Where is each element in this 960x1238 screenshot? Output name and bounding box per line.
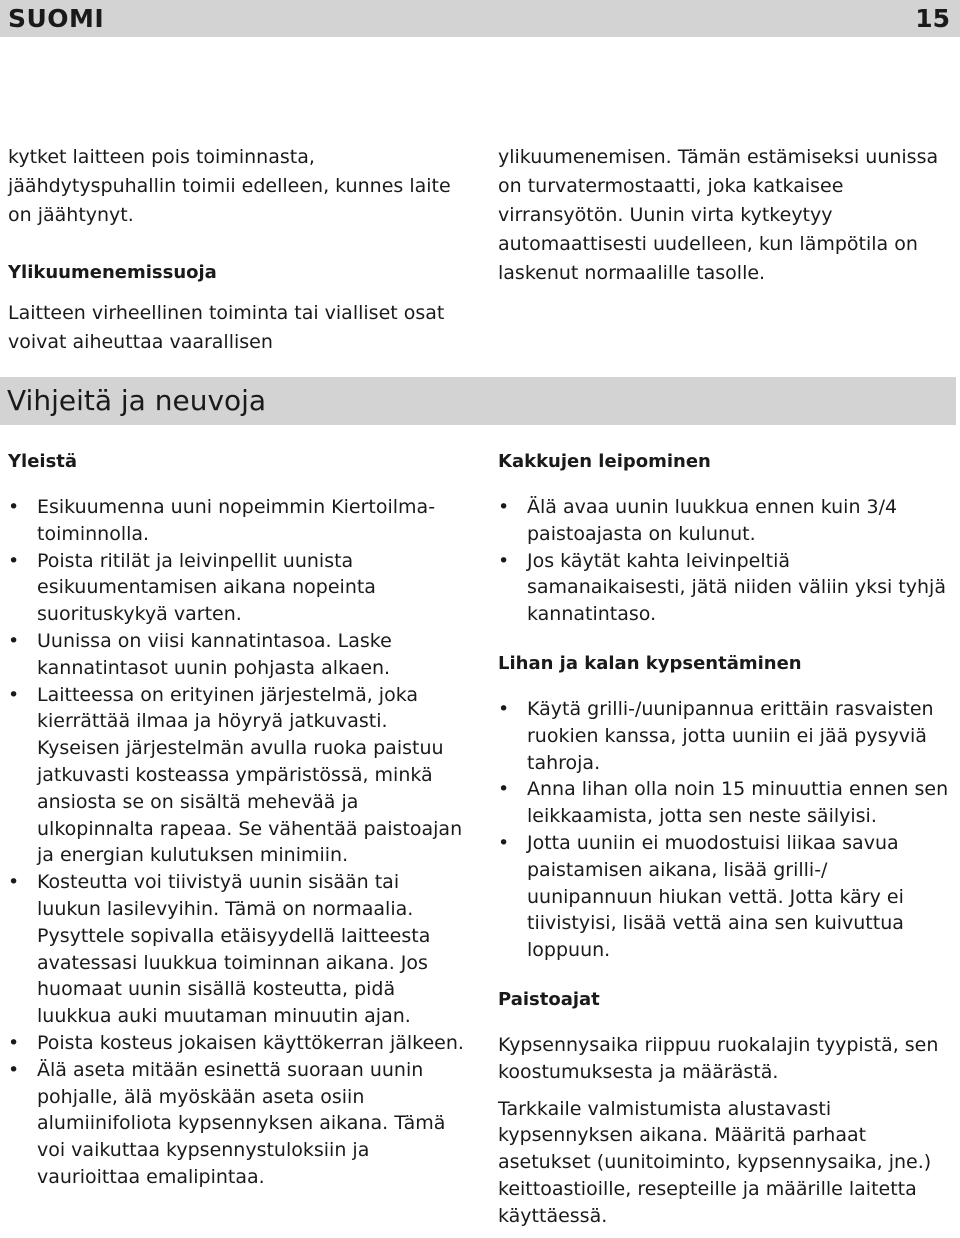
intro-paragraph: kytket laitteen pois toiminnasta, jäähdytyspuhallin toimii edelleen, kunnes laite on jäähtynyt. — [8, 146, 451, 226]
times-heading: Paistoajat — [498, 988, 600, 1010]
list-item: • Anna lihan olla noin 15 minuuttia ennen sen leikkaamista, jotta sen neste säilyisi. — [498, 776, 953, 830]
section-band — [0, 377, 956, 425]
list-item: • Poista kosteus jokaisen käyttökerran jälkeen. — [8, 1030, 468, 1057]
language-label: SUOMI — [8, 4, 105, 33]
section-title: Vihjeitä ja neuvoja — [7, 384, 267, 417]
top-left-column — [8, 143, 453, 357]
meat-heading: Lihan ja kalan kypsentäminen — [498, 652, 802, 674]
general-list — [8, 494, 468, 1191]
list-item: • Laitteessa on erityinen järjestelmä, joka kierrättää ilmaa ja höyryä jatkuvasti. Kyseisen järjestelmän avulla ruoka paistuu jatkuvasti kosteassa ympäristössä, minkä ansiosta se on sisältä mehevää ja ulkopinnalta rapeaa. Se vähentää paistoajan ja energian kulutuksen minimiin. — [8, 682, 468, 870]
times-paragraph-2: Tarkkaile valmistumista alustavasti kypsennyksen aikana. Määritä parhaat asetukset (uunitoiminto, kypsennysaika, jne.) keittoastioille, resepteille ja määrille laitetta käyttäessä. — [498, 1097, 932, 1227]
list-item: • Jos käytät kahta leivinpeltiä samanaikaisesti, jätä niiden väliin yksi tyhjä kannatintaso. — [498, 548, 953, 628]
page-header — [0, 0, 960, 37]
meat-list — [498, 696, 953, 964]
list-item: • Uunissa on viisi kannatintasoa. Laske kannatintasot uunin pohjasta alkaen. — [8, 628, 468, 682]
right-tips-column — [498, 448, 953, 1230]
list-item: • Jotta uuniin ei muodostuisi liikaa savua paistamisen aikana, lisää grilli-/ uunipannuun hiukan vettä. Jotta käry ei tiivistyisi, lisää vettä aina sen kuivuttua loppuun. — [498, 830, 953, 964]
cakes-list — [498, 494, 953, 628]
list-item: • Käytä grilli-/uunipannua erittäin rasvaisten ruokien kanssa, jotta uuniin ei jää pysyviä tahroja. — [498, 696, 953, 776]
general-heading: Yleistä — [8, 451, 78, 472]
cakes-heading: Kakkujen leipominen — [498, 451, 711, 472]
overheat-continued-paragraph: ylikuumenemisen. Tämän estämiseksi uunissa on turvatermostaatti, joka katkaisee virransyötön. Uunin virta kytkeytyy automaattisesti uudelleen, kun lämpötila on laskenut normaalille tasolle. — [498, 146, 939, 284]
top-right-column — [498, 143, 953, 288]
page-number: 15 — [915, 4, 950, 33]
times-paragraph-1: Kypsennysaika riippuu ruokalajin tyypistä, sen koostumuksesta ja määrästä. — [498, 1033, 939, 1083]
list-item: • Poista ritilät ja leivinpellit uunista esikuumentamisen aikana nopeinta suorituskykyä varten. — [8, 548, 468, 628]
overheat-paragraph: Laitteen virheellinen toiminta tai vialliset osat voivat aiheuttaa vaarallisen — [8, 302, 445, 353]
list-item: • Älä avaa uunin luukkua ennen kuin 3/4 paistoajasta on kulunut. — [498, 494, 953, 548]
list-item: • Älä aseta mitään esinettä suoraan uunin pohjalle, älä myöskään aseta osiin alumiinifoliota kypsennyksen aikana. Tämä voi vaikuttaa kypsennystuloksiin ja vaurioittaa emalipintaa. — [8, 1057, 468, 1191]
list-item: • Kosteutta voi tiivistyä uunin sisään tai luukun lasilevyihin. Tämä on normaalia. Pysyttele sopivalla etäisyydellä laitteesta avatessasi luukkua toiminnan aikana. Jos huomaat uunin sisällä kosteutta, pidä luukkua auki muutaman minuutin ajan. — [8, 869, 468, 1030]
general-tips-column — [8, 448, 468, 1191]
list-item: • Esikuumenna uuni nopeimmin Kiertoilmatoiminnolla. — [8, 494, 468, 548]
overheat-heading: Ylikuumenemissuoja — [8, 262, 217, 283]
